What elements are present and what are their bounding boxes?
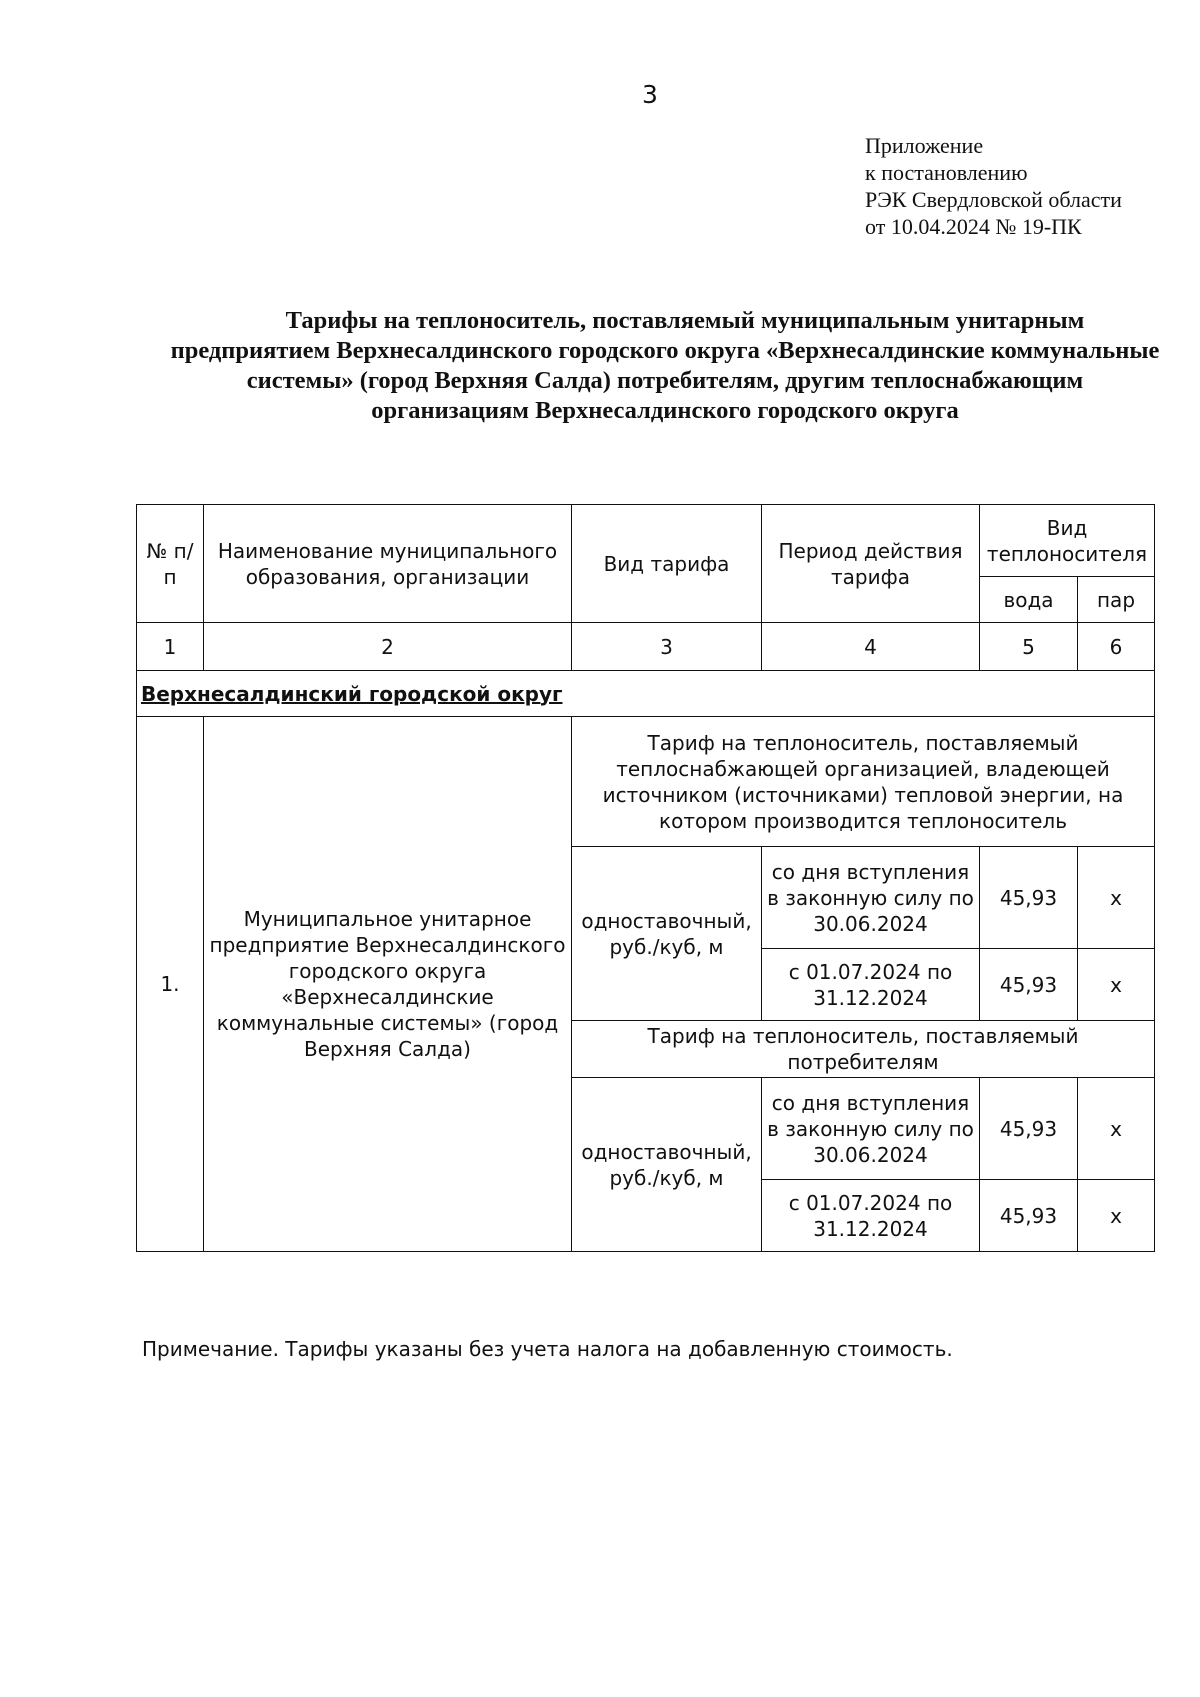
appendix-line: от 10.04.2024 № 19-ПК xyxy=(865,214,1082,239)
row-number: 1. xyxy=(137,717,204,1252)
tariff-type-cell: одноставочный, руб./куб, м xyxy=(572,1078,762,1252)
page-number: 3 xyxy=(642,80,658,109)
header-carrier: Вид теплоносителя xyxy=(980,505,1155,577)
header-num: № п/п xyxy=(137,505,204,623)
header-name: Наименование муниципального образования, организации xyxy=(204,505,572,623)
water-value: 45,93 xyxy=(980,847,1078,949)
appendix-line: РЭК Свердловской области xyxy=(865,187,1122,212)
header-water: вода xyxy=(980,577,1078,623)
period-cell: с 01.07.2024 по 31.12.2024 xyxy=(762,949,980,1021)
header-tariff-type: Вид тарифа xyxy=(572,505,762,623)
water-value: 45,93 xyxy=(980,1078,1078,1180)
group-caption: Тариф на теплоноситель, поставляемый потребителям xyxy=(572,1021,1155,1078)
column-number: 1 xyxy=(137,623,204,671)
period-cell: со дня вступления в законную силу по 30.06.2024 xyxy=(762,1078,980,1180)
footnote: Примечание. Тарифы указаны без учета налога на добавленную стоимость. xyxy=(142,1337,953,1361)
organization-name: Муниципальное унитарное предприятие Верхнесалдинского городского округа «Верхнесалдинские коммунальные системы» (город Верхняя Салда) xyxy=(204,717,572,1252)
period-cell: с 01.07.2024 по 31.12.2024 xyxy=(762,1180,980,1252)
water-value: 45,93 xyxy=(980,949,1078,1021)
steam-value: x xyxy=(1078,847,1155,949)
group-caption: Тариф на теплоноситель, поставляемый теплоснабжающей организацией, владеющей источником (источниками) тепловой энергии, на котором производится теплоноситель xyxy=(572,717,1155,847)
steam-value: x xyxy=(1078,949,1155,1021)
column-number: 5 xyxy=(980,623,1078,671)
header-period: Период действия тарифа xyxy=(762,505,980,623)
water-value: 45,93 xyxy=(980,1180,1078,1252)
appendix-block xyxy=(865,132,1122,240)
header-steam: пар xyxy=(1078,577,1155,623)
period-cell: со дня вступления в законную силу по 30.06.2024 xyxy=(762,847,980,949)
tariff-type-cell: одноставочный, руб./куб, м xyxy=(572,847,762,1021)
column-number: 6 xyxy=(1078,623,1155,671)
column-number: 4 xyxy=(762,623,980,671)
column-number: 2 xyxy=(204,623,572,671)
appendix-line: Приложение xyxy=(865,133,984,158)
appendix-line: к постановлению xyxy=(865,160,1028,185)
document-title: Тарифы на теплоноситель, поставляемый муниципальным унитарным предприятием Верхнесалдинского городского округа «Верхнесалдинские коммунальные системы» (город Верхняя Салда) потребителям, другим теплоснабжающим организациям Верхнесалдинского городского округа xyxy=(170,307,1160,424)
steam-value: x xyxy=(1078,1180,1155,1252)
column-number: 3 xyxy=(572,623,762,671)
tariff-table xyxy=(136,504,1155,1252)
region-row: Верхнесалдинский городской округ xyxy=(137,671,1155,717)
steam-value: x xyxy=(1078,1078,1155,1180)
